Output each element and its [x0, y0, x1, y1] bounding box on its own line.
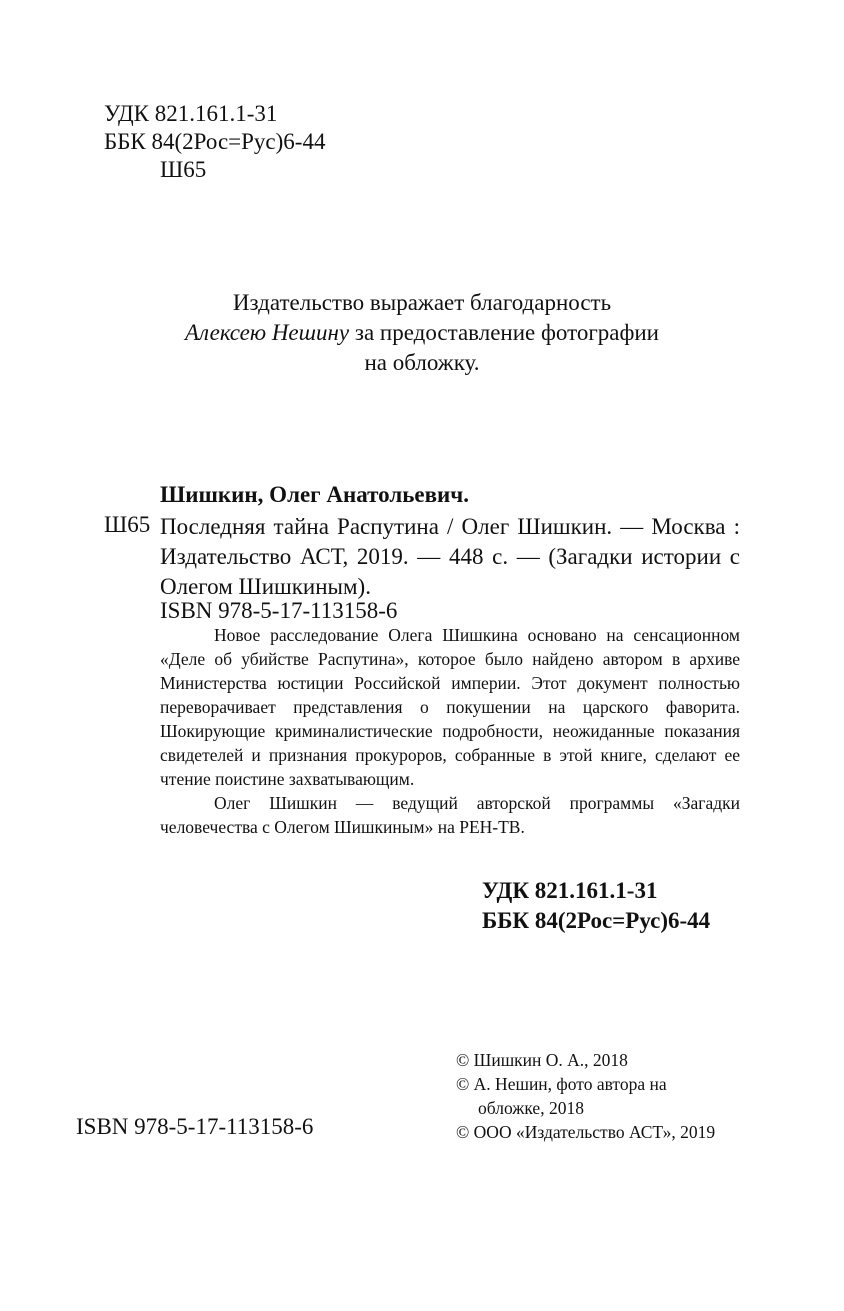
acknowledgement-line-2 — [0, 318, 844, 348]
bibliographic-description: Последняя тайна Распутина / Олег Шишкин. — Москва : Издательство АСТ, 2019. — 448 с. — (Загадки истории с Олегом Шишкиным). — [160, 514, 740, 599]
annotation-paragraph-1: Новое расследование Олега Шишкина основано на сенсационном «Деле об убийстве Распутина», которое было найдено автором в архиве Министерства юстиции Российской империи. Этот документ полностью переворачивает представления о покушении на царского фаворита. Шокирующие криминалистические подробности, неожиданные показания свидетелей и признания прокуроров, собранные в этой книге, сделают ее чтение поистине захватывающим. — [160, 625, 740, 789]
copyright-photo-continued: обложке, 2018 — [478, 1098, 584, 1118]
bibliography-author-mark: Ш65 — [104, 512, 151, 537]
acknowledgement-line-1: Издательство выражает благодарность — [232, 290, 612, 315]
author-mark: Ш65 — [160, 157, 207, 182]
acknowledgement — [0, 288, 844, 378]
annotation-paragraph-2: Олег Шишкин — ведущий авторской программы «Загадки человечества с Олегом Шишкиным» на РЕН-ТВ. — [160, 793, 740, 837]
udk-code: УДК 821.161.1-31 — [104, 101, 278, 126]
annotation — [160, 623, 740, 839]
copyright-author: © Шишкин О. А., 2018 — [456, 1050, 628, 1070]
bottom-classification-codes — [482, 876, 710, 936]
bbk-code-bold: ББК 84(2Рос=Рус)6-44 — [482, 908, 711, 933]
top-classification-codes — [104, 100, 325, 184]
photographer-name: Алексею Нешину — [185, 320, 350, 345]
bibliography-isbn: ISBN 978-5-17-113158-6 — [160, 598, 398, 623]
copyright-photo: © А. Нешин, фото автора на — [456, 1074, 667, 1094]
copyright-notices — [456, 1048, 715, 1144]
author-heading: Шишкин, Олег Анатольевич. — [160, 482, 470, 507]
copyright-publisher: © ООО «Издательство АСТ», 2019 — [456, 1122, 716, 1142]
acknowledgement-line-2-text: за предоставление фотографии — [349, 320, 659, 345]
isbn: ISBN 978-5-17-113158-6 — [76, 1114, 314, 1139]
bbk-code: ББК 84(2Рос=Рус)6-44 — [104, 129, 326, 154]
udk-code-bold: УДК 821.161.1-31 — [482, 878, 658, 903]
acknowledgement-line-3: на обложку. — [364, 350, 480, 375]
